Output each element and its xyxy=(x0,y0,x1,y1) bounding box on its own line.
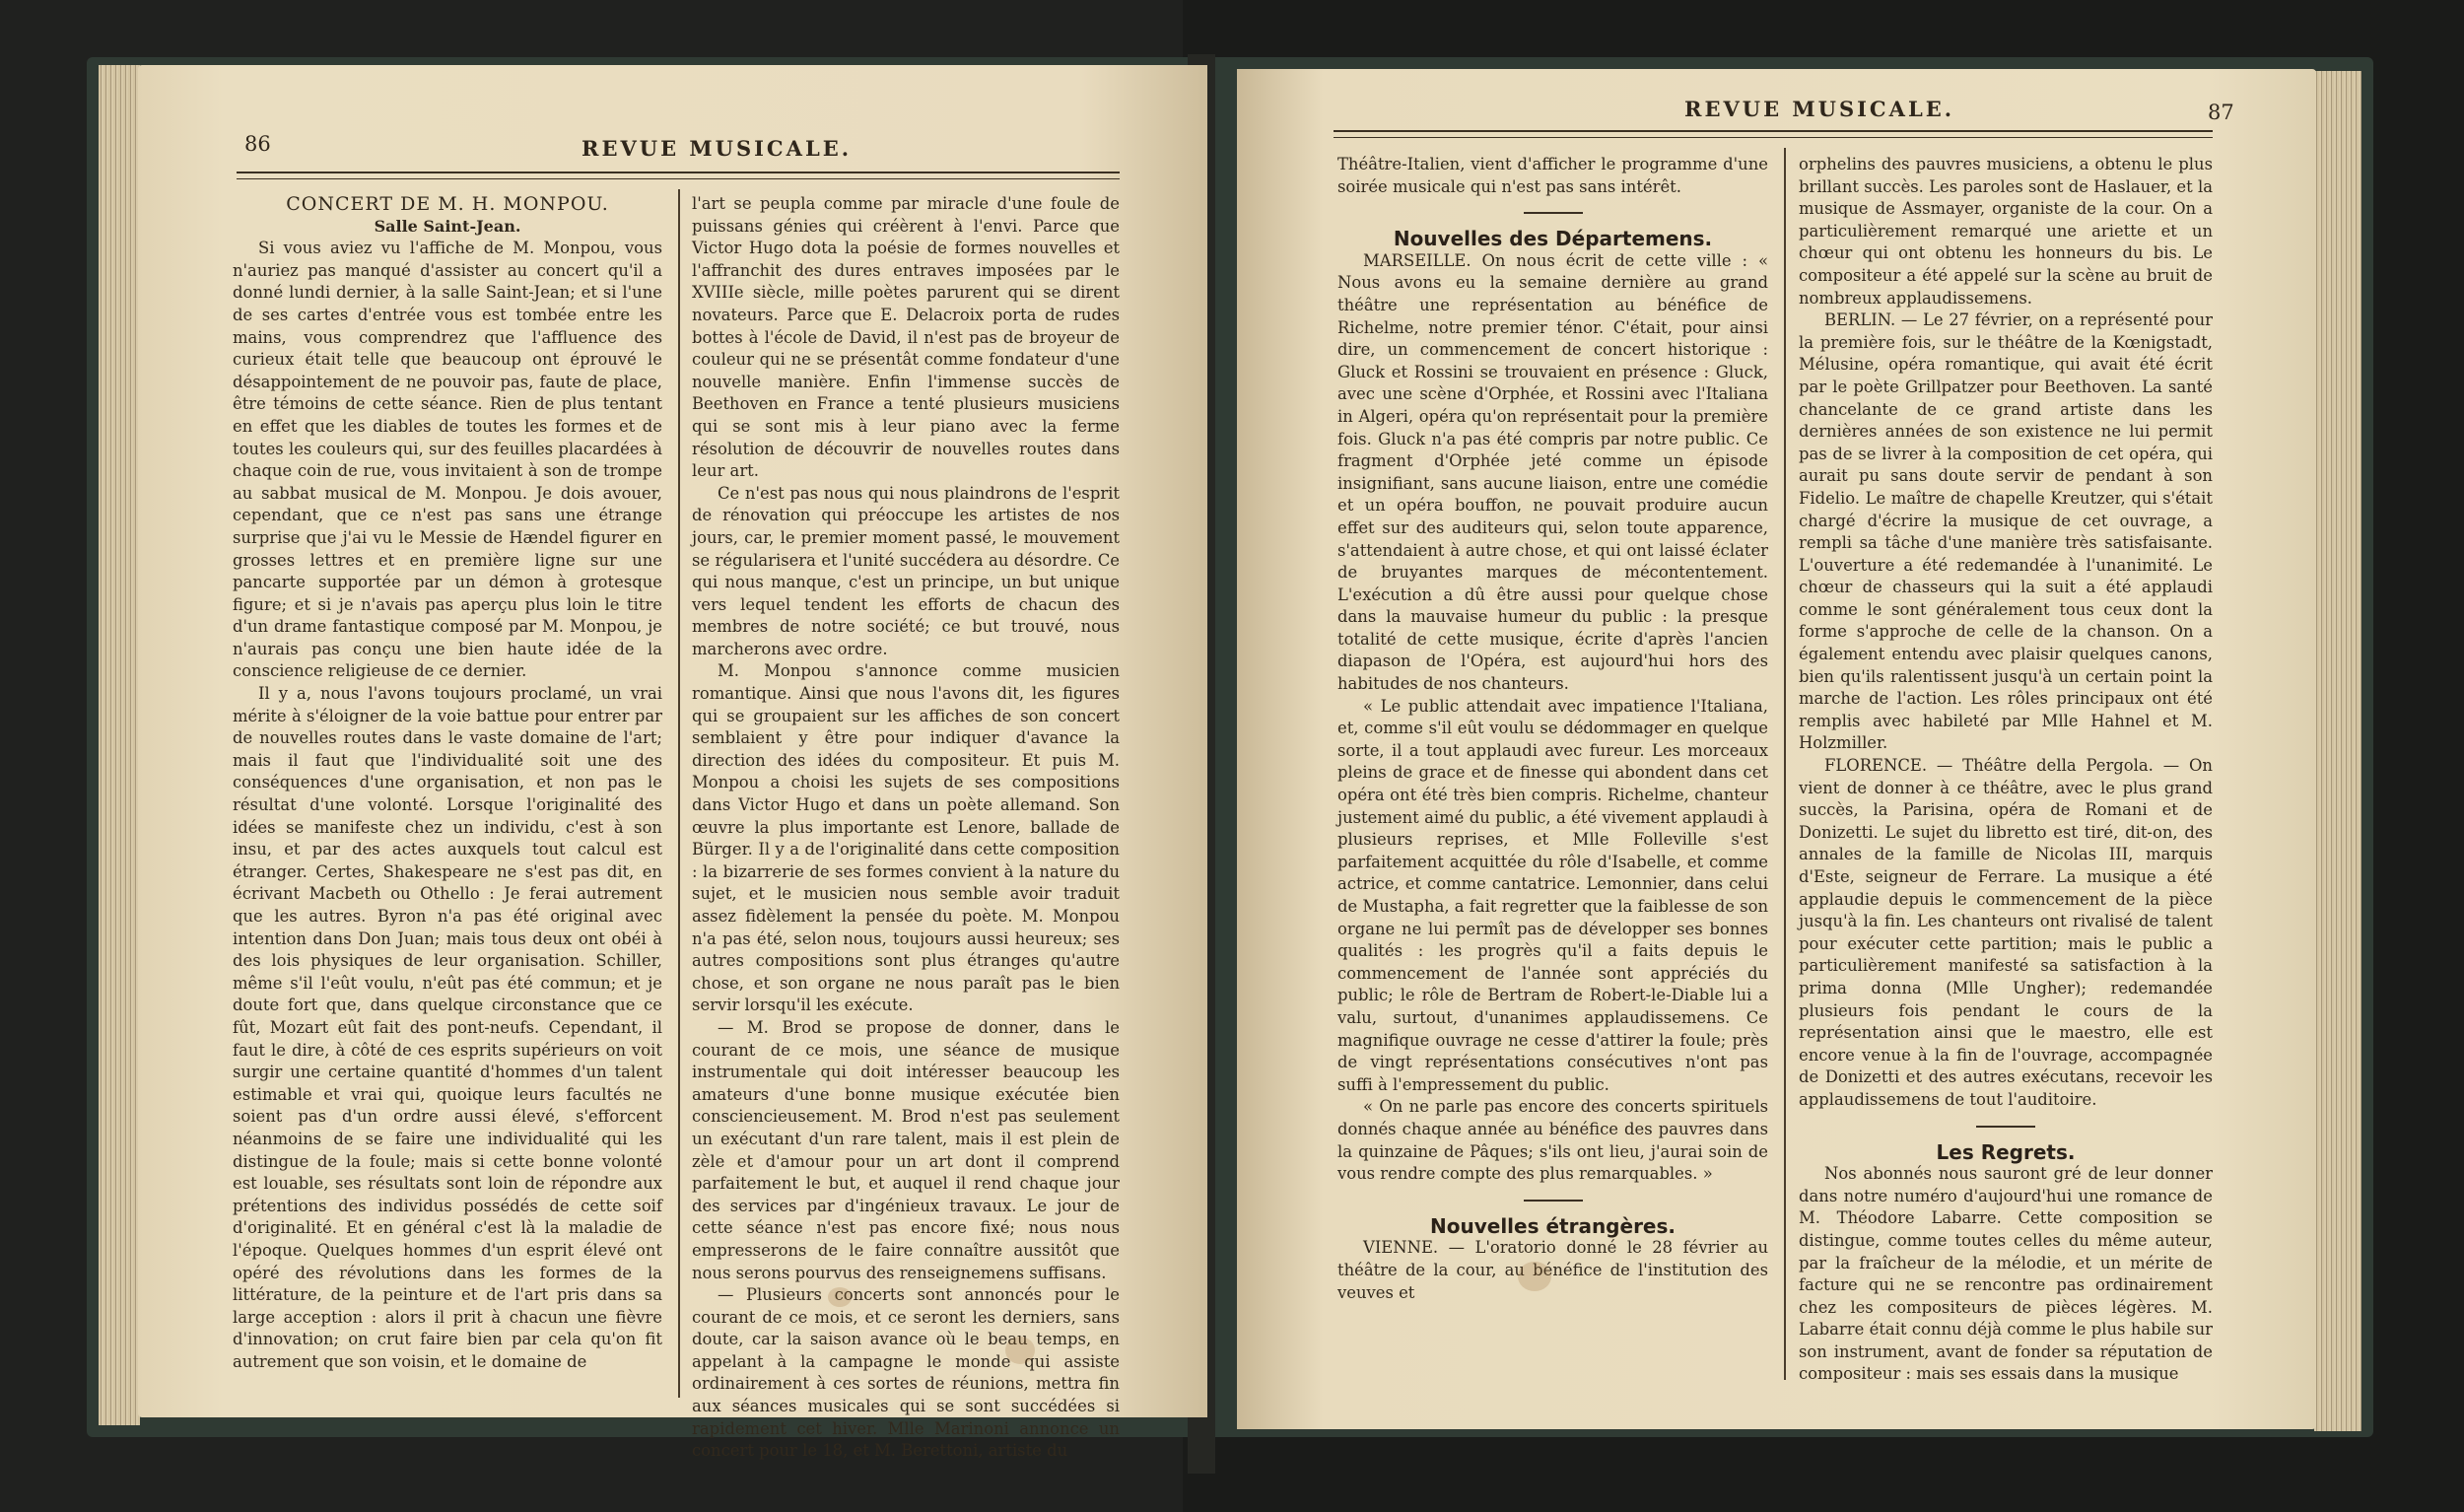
right-page-number: 87 xyxy=(2208,101,2234,124)
paragraph: — Plusieurs concerts sont annoncés pour le courant de ce mois, et ce seront les derniers, sans doute, car la saison avance où le beau temps, en appelant à la campagne le monde qui assiste ordinairement à ces sortes de réunions, mettra fin aux séances musicales qui se sont succédées si rapidement cet hiver. Mlle Marinoni annonce un concert pour le 18, et M. Berettoni, artiste du xyxy=(692,1285,1120,1461)
paragraph: BERLIN. — Le 27 février, on a représenté pour la première fois, sur le théâtre de la Kœnigstadt, Mélusine, opéra romantique, qui avait été écrit par le poète Grillpatzer pour Beethoven. La santé chancelante de ce grand artiste dans les dernières années de son existence ne lui permit pas de se livrer à la composition de cet opéra, qui aurait pu sans doute servir de pendant à son Fidelio. Le maître de chapelle Kreutzer, qui s'était chargé d'écrire la musique de cet ouvrage, a rempli sa tâche d'une manière très satisfaisante. L'ouverture a été redemandée à l'unanimité. Le chœur de chasseurs qui la suit a été applaudi comme le sont généralement tous ceux dont la forme s'approche de celle de la chanson. On a également entendu avec plaisir quelques canons, bien qu'ils ralentissent jusqu'à un certain point la marche de l'action. Les rôles principaux ont été remplis avec habileté par Mlle Hahnel et M. Holzmiller. xyxy=(1799,310,2213,753)
section-separator xyxy=(1976,1126,2035,1128)
left-column-2 xyxy=(692,193,1120,1463)
paper-stain xyxy=(828,1287,852,1307)
paragraph: orphelins des pauvres musiciens, a obtenu le plus brillant succès. Les paroles sont de Haslauer, et la musique de Assmayer, organiste de la cour. On a particulièrement remarqué une ariette et un chœur qui ont obtenu les honneurs du bis. Le compositeur a été appelé sur la scène au bruit de nombreux applaudissemens. xyxy=(1799,155,2213,308)
paragraph: Théâtre-Italien, vient d'afficher le programme d'une soirée musicale qui n'est pas sans intérêt. xyxy=(1337,155,1768,196)
paragraph: Si vous aviez vu l'affiche de M. Monpou, vous n'auriez pas manqué d'assister au concert qu'il a donné lundi dernier, à la salle Saint-Jean; et si l'une de ses cartes d'entrée vous est tombée entre les mains, vous comprendrez que l'affluence des curieux était telle que beaucoup ont éprouvé le désappointement de ne pouvoir pas, faute de place, être témoins de cette séance. Rien de plus tentant en effet que les diables de toutes les formes et de toutes les couleurs qui, sur des feuilles placardées à chaque coin de rue, vous invitaient à son de trompe au sabbat musical de M. Monpou. Je dois avouer, cependant, que ce n'est pas sans une étrange surprise que j'ai vu le Messie de Hændel figurer en grosses lettres et en première ligne sur une pancarte supportée par un démon à grotesque figure; et si je n'avais pas aperçu plus loin le titre d'un drame fantastique composé par M. Monpou, je n'aurais pas conçu une bien haute idée de la conscience religieuse de ce dernier. xyxy=(233,239,662,681)
paper-stain xyxy=(1518,1262,1551,1291)
left-running-head: REVUE MUSICALE. xyxy=(582,136,853,161)
paragraph: « On ne parle pas encore des concerts spirituels donnés chaque année au bénéfice des pauvres dans la quinzaine de Pâques; s'ils ont lieu, j'aurai soin de vous rendre compte des plus remarquables. » xyxy=(1337,1097,1768,1184)
left-page xyxy=(138,65,1207,1461)
paragraph: FLORENCE. — Théâtre della Pergola. — On vient de donner à ce théâtre, avec le plus grand succès, la Parisina, opéra de Romani et de Donizetti. Le sujet du libretto est tiré, dit-on, des annales de la famille de Nicolas III, marquis d'Este, seigneur de Ferrare. La musique a été applaudie depuis le commencement de la pièce jusqu'à la fin. Les chanteurs ont rivalisé de talent pour exécuter cette partition; mais le public a particulièrement manifesté sa satisfaction à la prima donna (Mlle Ungher); redemandée plusieurs fois pendant le cours de la représentation ainsi que le maestro, elle est encore venue à la fin de l'ouvrage, accompagnée de Donizetti et des autres exécutans, recevoir les applaudissemens de tout l'auditoire. xyxy=(1799,756,2213,1109)
left-column-divider xyxy=(678,189,680,1398)
left-column-1 xyxy=(233,193,662,1373)
right-page xyxy=(1237,69,2316,1429)
paragraph: Il y a, nous l'avons toujours proclamé, un vrai mérite à s'éloigner de la voie battue pour entrer par de nouvelles routes dans le vaste domaine de l'art; mais il faut que l'individualité soit une des conséquences d'une organisation, et non pas le résultat d'une volonté. Lorsque l'originalité des idées se manifeste chez un individu, c'est à son insu, et par des actes auxquels tout calcul est étranger. Certes, Shakespeare ne s'est pas dit, en écrivant Macbeth ou Othello : Je ferai autrement que les autres. Byron n'a pas été original avec intention dans Don Juan; mais tous deux ont obéi à des lois physiques de leur organisation. Schiller, même s'il l'eût voulu, n'eût pas été commun; et je doute fort que, dans quelque circonstance que ce fût, Mozart eût fait des pont-neufs. Cependant, il faut le dire, à côté de ces esprits supérieurs on voit surgir une certaine quantité d'hommes d'un talent estimable et vrai qui, quoique leurs facultés ne soient pas d'un ordre aussi élevé, s'efforcent néanmoins de se faire une individualité qui les distingue de la foule; mais si cette bonne volonté est louable, ses résultats sont loin de répondre aux prétentions des individus possédés de cette soif d'originalité. Et en général c'est là la maladie de l'époque. Quelques hommes d'un esprit élevé ont opéré des révolutions dans les formes de la littérature, de la peinture et de l'art pris dans sa large acception : alors il prit à chacun une fièvre d'innovation; on crut faire bien par cela qu'on fit autrement que son voisin, et le domaine de xyxy=(233,684,662,1371)
article-title: CONCERT DE M. H. MONPOU. xyxy=(286,193,609,215)
paper-stain xyxy=(1005,1337,1035,1364)
paragraph: l'art se peupla comme par miracle d'une foule de puissans génies qui créèrent à l'envi. Parce que Victor Hugo dota la poésie de formes nouvelles et l'affranchit des dures entraves imposées par le XVIIIe siècle, mille poètes parurent qui se dirent novateurs. Parce que E. Delacroix porta de rudes bottes à l'école de David, il n'est pas de broyeur de couleur qui ne se présentât comme fondateur d'une nouvelle manière. Enfin l'immense succès de Beethoven en France a tenté plusieurs musiciens qui se sont mis à leur piano avec la ferme résolution de découvrir de nouvelles routes dans leur art. xyxy=(692,194,1120,481)
section-separator xyxy=(1524,212,1583,214)
left-header-rule xyxy=(237,172,1120,179)
right-header-rule xyxy=(1334,130,2213,138)
paragraph: MARSEILLE. On nous écrit de cette ville : « Nous avons eu la semaine dernière au grand théâtre une représentation au bénéfice de Richelme, notre premier ténor. C'était, pour ainsi dire, un commencement de concert historique : Gluck et Rossini se trouvaient en présence : Gluck, avec une scène d'Orphée, et Rossini avec l'Italiana in Algeri, opéra qu'on représentait pour la première fois. Gluck n'a pas été compris par notre public. Ce fragment d'Orphée jeté comme un épisode insignifiant, sans aucune liaison, entre une comédie et un opéra bouffon, ne pouvait produire aucun effet sur des auditeurs qui, selon toute apparence, s'attendaient à autre chose, et qui ont laissé éclater de bruyantes marques de mécontentement. L'exécution a dû être aussi pour quelque chose dans la mauvaise humeur du public : la presque totalité de cette musique, écrite d'après l'ancien diapason de l'Opéra, est aujourd'hui hors des habitudes de nos chanteurs. xyxy=(1337,250,1768,694)
paragraph: — M. Brod se propose de donner, dans le courant de ce mois, une séance de musique instrumentale qui doit intéresser beaucoup les amateurs d'une bonne musique exécutée bien consciencieusement. M. Brod n'est pas seulement un exécutant d'un rare talent, mais il est plein de zèle et d'amour pour un art dont il comprend parfaitement le but, et auquel il rend chaque jour des services par d'ingénieux travaux. Le jour de cette séance n'est pas encore fixé; nous nous empresserons de le faire connaître aussitôt que nous serons pourvus des renseignemens suffisans. xyxy=(692,1017,1120,1282)
paragraph: « Le public attendait avec impatience l'Italiana, et, comme s'il eût voulu se dédommager en quelque sorte, il a tout applaudi avec fureur. Les morceaux pleins de grace et de finesse qui abondent dans cet opéra ont été très bien compris. Richelme, chanteur justement aimé du public, a été vivement applaudi à plusieurs reprises, et Mlle Folleville s'est parfaitement acquittée du rôle d'Isabelle, et comme actrice, et comme cantatrice. Lemonnier, dans celui de Mustapha, a fait regretter que la faiblesse de son organe ne lui permît pas de développer ses bonnes qualités : les progrès qu'il a faits depuis le commencement de l'année sont appréciés du public; le rôle de Bertram de Robert-le-Diable lui a valu, surtout, d'unanimes applaudissemens. Ce magnifique ouvrage ne cesse d'attirer la foule; près de vingt représentations consécutives n'ont pas suffi à l'empressement du public. xyxy=(1337,696,1768,1094)
section-separator xyxy=(1524,1200,1583,1202)
right-column-2 xyxy=(1799,154,2213,1386)
section-title-regrets: Les Regrets. xyxy=(1936,1139,2076,1164)
right-column-divider xyxy=(1784,148,1786,1380)
paragraph: Nos abonnés nous sauront gré de leur donner dans notre numéro d'aujourd'hui une romance de M. Théodore Labarre. Cette composition se distingue, comme toutes celles du même auteur, par la fraîcheur de la mélodie, et un mérite de facture qui ne se rencontre pas ordinairement chez les compositeurs de pièces légères. M. Labarre était connu déjà comme le plus habile sur son instrument, avant de fonder sa réputation de compositeur : mais ses essais dans la musique xyxy=(1799,1164,2213,1384)
right-running-head: REVUE MUSICALE. xyxy=(1684,97,1955,121)
paragraph: VIENNE. — L'oratorio donné le 28 février au théâtre de la cour, au bénéfice de l'institution des veuves et xyxy=(1337,1238,1768,1302)
paragraph: Ce n'est pas nous qui nous plaindrons de l'esprit de rénovation qui préoccupe les artistes de nos jours, car, le premier moment passé, le mouvement se régularisera et l'unité succédera au désordre. Ce qui nous manque, c'est un principe, un but unique vers lequel tendent les efforts de chacun des membres de notre société; ce but trouvé, nous marcherons avec ordre. xyxy=(692,483,1120,658)
section-title-departements: Nouvelles des Départemens. xyxy=(1393,227,1713,251)
paragraph: M. Monpou s'annonce comme musicien romantique. Ainsi que nous l'avons dit, les figures qui se groupaient sur les affiches de son concert semblaient y être pour indiquer d'avance la direction des idées du compositeur. Et puis M. Monpou a choisi les sujets de ses compositions dans Victor Hugo et dans un poète allemand. Son œuvre la plus importante est Lenore, ballade de Bürger. Il y a de l'originalité dans cette composition : la bizarrerie de ses formes convient à la nature du sujet, et le musicien nous semble avoir traduit assez fidèlement la pensée du poète. M. Monpou n'a pas été, selon nous, toujours aussi heureux; ses autres compositions sont plus étranges qu'autre chose, et son organe ne nous paraît pas le bien servir lorsqu'il les exécute. xyxy=(692,661,1120,1015)
right-page-edges xyxy=(2314,71,2361,1431)
article-subtitle: Salle Saint-Jean. xyxy=(374,216,521,236)
left-page-edges xyxy=(99,65,140,1425)
section-title-etrangeres: Nouvelles étrangères. xyxy=(1430,1213,1676,1238)
right-column-1 xyxy=(1337,154,1768,1304)
left-page-number: 86 xyxy=(244,132,271,156)
